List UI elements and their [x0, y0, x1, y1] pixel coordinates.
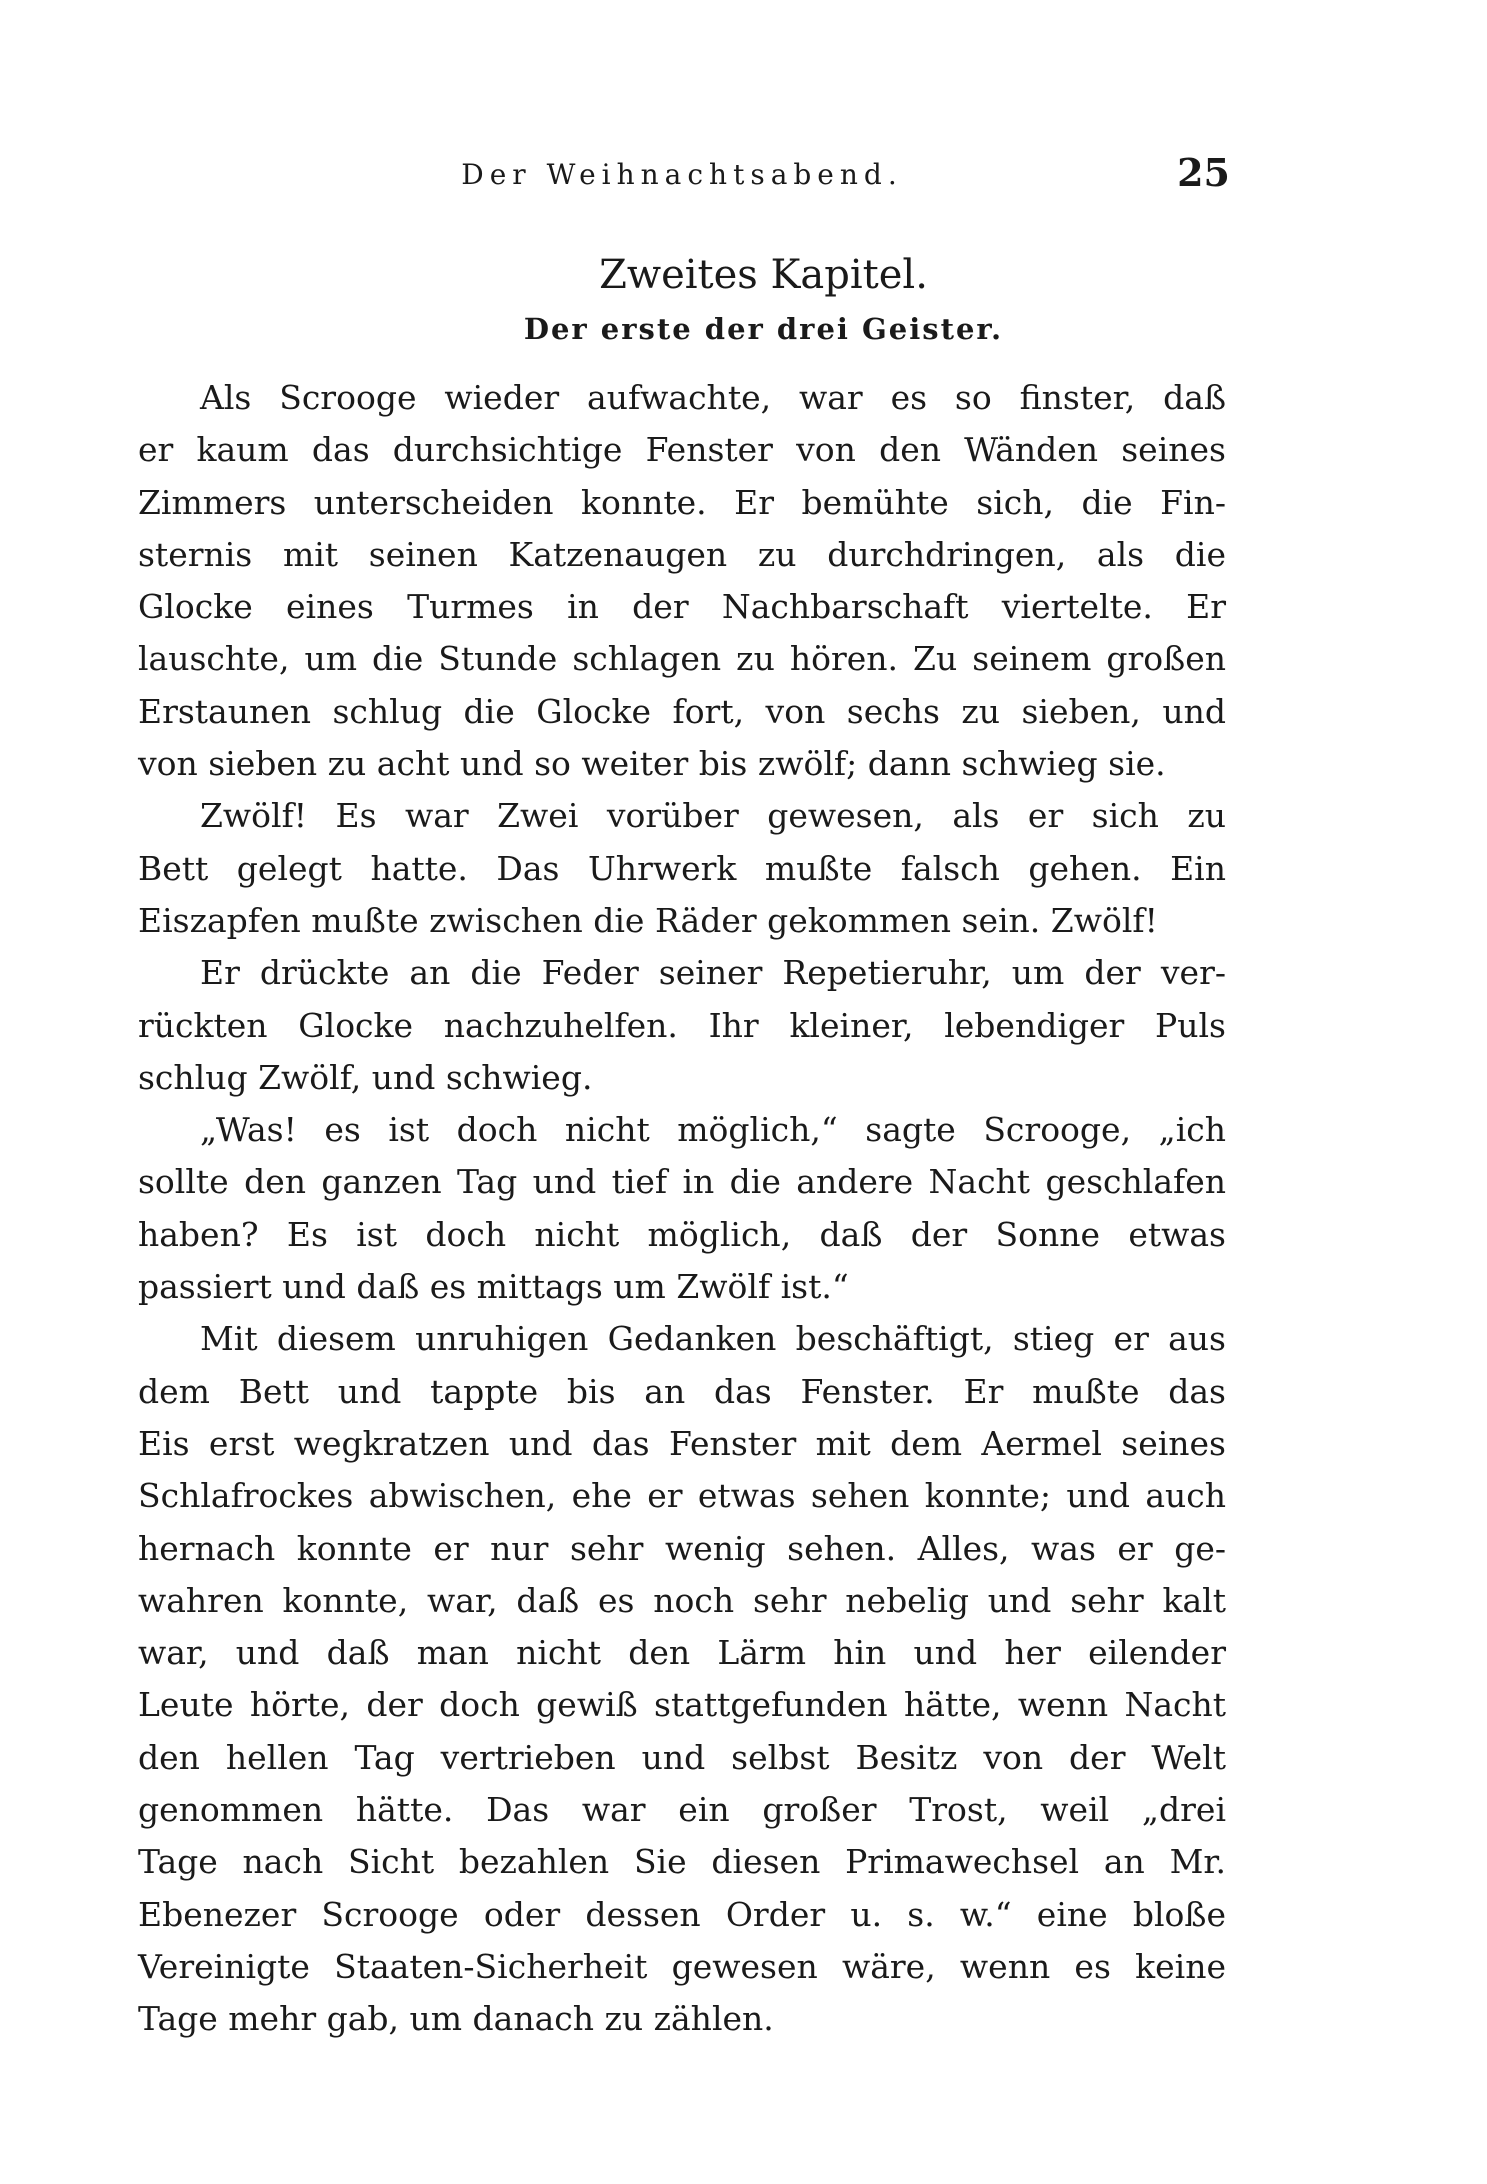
text-line: sollte den ganzen Tag und tief in die andere Nacht geschlafen [138, 1162, 1226, 1202]
text-line: war, und daß man nicht den Lärm hin und her eilender [138, 1633, 1226, 1673]
running-title: Der Weihnachtsabend. [461, 158, 903, 191]
text-line: wahren konnte, war, daß es noch sehr nebelig und sehr kalt [138, 1580, 1226, 1620]
text-line: dem Bett und tappte bis an das Fenster. Er mußte das [138, 1371, 1226, 1411]
paragraph [138, 790, 1226, 947]
text-line: passiert und daß es mittags um Zwölf ist.“ [138, 1267, 849, 1307]
chapter-subtitle: Der erste der drei Geister. [523, 312, 1004, 346]
text-line: genommen hätte. Das war ein großer Trost, weil „drei [138, 1790, 1226, 1830]
text-line: hernach konnte er nur sehr wenig sehen. Alles, was er ge- [138, 1528, 1226, 1568]
page-number: 25 [1177, 150, 1230, 195]
text-line: Schlafrockes abwischen, ehe er etwas sehen konnte; und auch [138, 1476, 1226, 1516]
text-line: er kaum das durchsichtige Fenster von den Wänden seines [138, 430, 1226, 470]
text-line: Zimmers unterscheiden konnte. Er bemühte sich, die Fin- [138, 482, 1226, 522]
text-line: Er drückte an die Feder seiner Repetieruhr, um der ver- [200, 953, 1226, 993]
body-text [138, 372, 1226, 2046]
text-line: Eis erst wegkratzen und das Fenster mit dem Aermel seines [138, 1423, 1226, 1463]
text-line: den hellen Tag vertrieben und selbst Besitz von der Welt [138, 1737, 1226, 1777]
text-line: Mit diesem unruhigen Gedanken beschäftigt, stieg er aus [200, 1319, 1226, 1359]
text-line: Erstaunen schlug die Glocke fort, von sechs zu sieben, und [138, 691, 1226, 731]
paragraph [138, 372, 1226, 790]
text-line: Als Scrooge wieder aufwachte, war es so finster, daß [200, 378, 1226, 417]
text-line: Tage mehr gab, um danach zu zählen. [138, 1999, 774, 2039]
text-line: rückten Glocke nachzuhelfen. Ihr kleiner, lebendiger Puls [138, 1005, 1226, 1045]
paragraph [138, 1313, 1226, 2045]
chapter-title: Zweites Kapitel. [599, 252, 928, 298]
text-line: haben? Es ist doch nicht möglich, daß der Sonne etwas [138, 1214, 1226, 1254]
text-line: Tage nach Sicht bezahlen Sie diesen Primawechsel an Mr. [138, 1842, 1226, 1882]
paragraph [138, 1104, 1226, 1313]
running-header [138, 150, 1230, 200]
text-line: Zwölf! Es war Zwei vorüber gewesen, als er sich zu [200, 796, 1226, 836]
text-line: Bett gelegt hatte. Das Uhrwerk mußte falsch gehen. Ein [138, 848, 1226, 888]
text-line: von sieben zu acht und so weiter bis zwölf; dann schwieg sie. [138, 744, 1166, 784]
text-line: Eiszapfen mußte zwischen die Räder gekommen sein. Zwölf! [138, 900, 1158, 940]
text-line: lauschte, um die Stunde schlagen zu hören. Zu seinem großen [138, 639, 1226, 679]
text-line: Leute hörte, der doch gewiß stattgefunden hätte, wenn Nacht [138, 1685, 1226, 1725]
text-line: Ebenezer Scrooge oder dessen Order u. s. w.“ eine bloße [138, 1894, 1226, 1934]
text-line: Vereinigte Staaten-Sicherheit gewesen wäre, wenn es keine [138, 1946, 1226, 1986]
text-line: Glocke eines Turmes in der Nachbarschaft viertelte. Er [138, 587, 1226, 627]
text-line: „Was! es ist doch nicht möglich,“ sagte Scrooge, „ich [200, 1110, 1226, 1150]
text-line: sternis mit seinen Katzenaugen zu durchdringen, als die [138, 534, 1226, 574]
paragraph [138, 947, 1226, 1104]
text-line: schlug Zwölf, und schwieg. [138, 1057, 593, 1097]
